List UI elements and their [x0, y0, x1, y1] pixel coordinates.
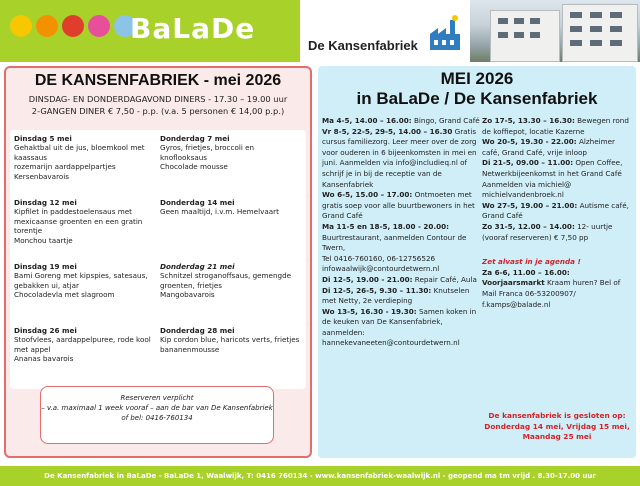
reservation-advance: – v.a. maximaal 1 week vooraf – aan de bar van De Kansenfabriek [41, 404, 273, 412]
logo-dots [10, 15, 136, 37]
day-menu: Schnitzel stroganoffsaus, gemengde groenten, frietjes Mangobavarois [160, 271, 292, 300]
activity-description: Gratis cursus familiezorg. Leer meer over de zorg voor ouderen in 6 bijeenkomsten in mei en juni. Aanmelden via info@includieq.nl of schrijf je in bij de receptie van de Kansenfabriek [322, 126, 477, 189]
logo-dot [88, 15, 110, 37]
activity-when: Di 12-5, 19.00 - 21.00: [322, 274, 413, 284]
week-card [10, 322, 306, 389]
activities-column-right [482, 116, 632, 310]
activity-description: Open Coffee, Netwerkbijeenkomst in het Grand Café Aanmelden via michiel@ michielvandenbroek.nl [482, 158, 623, 200]
day-tuesday [14, 198, 156, 245]
activities-panel [318, 66, 636, 458]
activity-when: Ma 4-5, 14.00 – 16.00: [322, 116, 412, 125]
activity-description: Bewegen rond de koffiepot, locatie Kazerne [482, 116, 629, 136]
activity-when: Voorjaarsmarkt [482, 278, 545, 288]
activity-description: Bingo, Grand Café [411, 116, 480, 125]
day-thursday [160, 134, 302, 172]
activity-when: Zo 17-5, 13.30 – 16.30: [482, 116, 575, 125]
activity-when: Zo 31-5, 12.00 – 14.00: [482, 221, 575, 231]
logo-dot [62, 15, 84, 37]
day-label: Donderdag 21 mei [160, 262, 235, 271]
day-label: Donderdag 7 mei [160, 134, 230, 143]
activity-when: Wo 27-5, 19.00 – 21.00: [482, 200, 578, 210]
activity-description: Alzheimer café, Grand Café, vrije inloop [482, 137, 615, 157]
activity-description: 12- uurtje (vooraf reserveren) € 7,50 pp [482, 221, 613, 242]
activity-when: Ma 11-5 en 18-5, 18.00 - 20.00: [322, 221, 450, 231]
day-menu: Geen maaltijd, i.v.m. Hemelvaart [160, 207, 279, 217]
kansenfabriek-logo [300, 0, 470, 62]
activity-item [322, 116, 480, 127]
week-card [10, 194, 306, 261]
day-tuesday [14, 262, 156, 300]
building-photo [470, 0, 640, 62]
activities-column-left [322, 116, 480, 349]
day-label: Dinsdag 19 mei [14, 262, 77, 271]
activity-when: Wo 6-5, 15.00 – 17.00: [322, 190, 413, 200]
activity-item [482, 158, 632, 200]
kansenfabriek-logo-text: De Kansenfabriek [308, 38, 418, 53]
day-thursday [160, 198, 302, 217]
activity-description: Ontmoeten met gratis soep voor alle buurtbewoners in het Grand Café [322, 190, 475, 221]
activity-when: Vr 8-5, 22-5, 29-5, 14.00 – 16.30 [322, 126, 453, 136]
day-tuesday [14, 326, 156, 364]
activity-item [482, 137, 632, 158]
logo-dot [10, 15, 32, 37]
activity-item [322, 286, 480, 307]
activity-description: Tel 0416-760160, 06-12756526 infowaalwijk@contourdetwern.nl [322, 253, 440, 274]
activity-item [482, 222, 632, 243]
activity-item [322, 307, 480, 349]
activity-description: Autisme café, Grand Café [482, 200, 629, 221]
activity-item [322, 222, 480, 254]
activity-item [322, 190, 480, 222]
day-menu: Gyros, frietjes, broccoli en knoflooksaus Chocolade mousse [160, 143, 255, 172]
day-thursday [160, 262, 302, 300]
day-thursday [160, 326, 302, 354]
activity-description: Buurtrestaurant, aanmelden Contour de Twern, [322, 232, 467, 253]
logo-dot [36, 15, 58, 37]
activity-description: Knutselen met Netty, 2e verdieping [322, 285, 470, 306]
activity-item [322, 127, 480, 191]
day-label: Dinsdag 12 mei [14, 198, 77, 207]
day-label: Dinsdag 26 mei [14, 326, 77, 335]
activities-title: MEI 2026 [440, 69, 514, 88]
week-card [10, 130, 306, 197]
activity-when: Wo 13-5, 16.30 - 19.30: [322, 306, 417, 316]
activity-when: Di 21-5, 09.00 – 11.00: [482, 158, 574, 168]
menu-subtitle-times: DINSDAG- EN DONDERDAGAVOND DINERS - 17.30 – 19.00 uur [28, 94, 288, 104]
activities-subtitle: in BaLaDe / De Kansenfabriek [356, 89, 598, 108]
activity-description: Samen koken in de keuken van De Kansenfabriek, aanmelden: hannekevaneeten@contourdetwern.nl [322, 306, 477, 348]
menu-title: DE KANSENFABRIEK - mei 2026 [34, 72, 282, 89]
closed-notice: De kansenfabriek is gesloten op: Donderdag 14 mei, Vrijdag 15 mei, Maandag 25 mei [484, 411, 630, 442]
menu-subtitle-price: 2-GANGEN DINER € 7,50 - p.p. (v.a. 5 personen € 14,00 p.p.) [31, 106, 285, 116]
day-menu: Bami Goreng met kipspies, satesaus, gebakken ui, atjar Chocoladevla met slagroom [14, 271, 148, 300]
brand-name: BaLaDe [130, 12, 256, 45]
header [0, 0, 640, 62]
activity-item [322, 254, 480, 275]
balade-logo-bar [0, 0, 300, 62]
day-menu: Kip cordon blue, haricots verts, frietjes bananenmousse [160, 335, 300, 354]
diner-menu-panel [4, 66, 312, 458]
agenda-label: Zet alvast in je agenda ! [482, 257, 581, 267]
week-card [10, 258, 306, 325]
activity-item [482, 268, 632, 279]
factory-icon [428, 14, 462, 52]
activity-item [322, 275, 480, 286]
reservation-phone: of bel: 0416-760134 [121, 414, 193, 422]
day-menu: Kipfilet in paddestoelensaus met mexicaanse groenten en een gratin torentje Monchou taartje [14, 207, 143, 245]
activity-when: Wo 20-5, 19.30 - 22.00: [482, 137, 577, 147]
day-tuesday [14, 134, 156, 181]
activity-item [482, 116, 632, 137]
activity-description: Repair Café, Aula [412, 274, 477, 284]
day-menu: Gehaktbal uit de jus, bloemkool met kaassaus rozemarijn aardappelpartjes Kersenbavarois [14, 143, 145, 181]
activity-when: Di 12-5, 26-5, 9.30 – 11.30: [322, 285, 432, 295]
footer-contact: De Kansenfabriek in BaLaDe - BaLaDe 1, Waalwijk, T: 0416 760134 - www.kansenfabriek-waalwijk.nl - geopend ma tm vrijd . 8.30-17.00 uur [0, 466, 640, 486]
day-label: Dinsdag 5 mei [14, 134, 72, 143]
activity-description: Kraam huren? Bel of Mail Franca 06-53200907/ f.kamps@balade.nl [482, 278, 621, 309]
day-label: Donderdag 28 mei [160, 326, 235, 335]
day-label: Donderdag 14 mei [160, 198, 235, 207]
activity-item [482, 201, 632, 222]
reservation-box [40, 386, 274, 444]
day-menu: Stoofvlees, aardappelpuree, rode kool met appel Ananas bavarois [14, 335, 151, 364]
activity-item [482, 278, 632, 310]
reservation-required: Reserveren verplicht [120, 394, 194, 402]
activity-when: Za 6-6, 11.00 – 16.00: [482, 267, 570, 277]
